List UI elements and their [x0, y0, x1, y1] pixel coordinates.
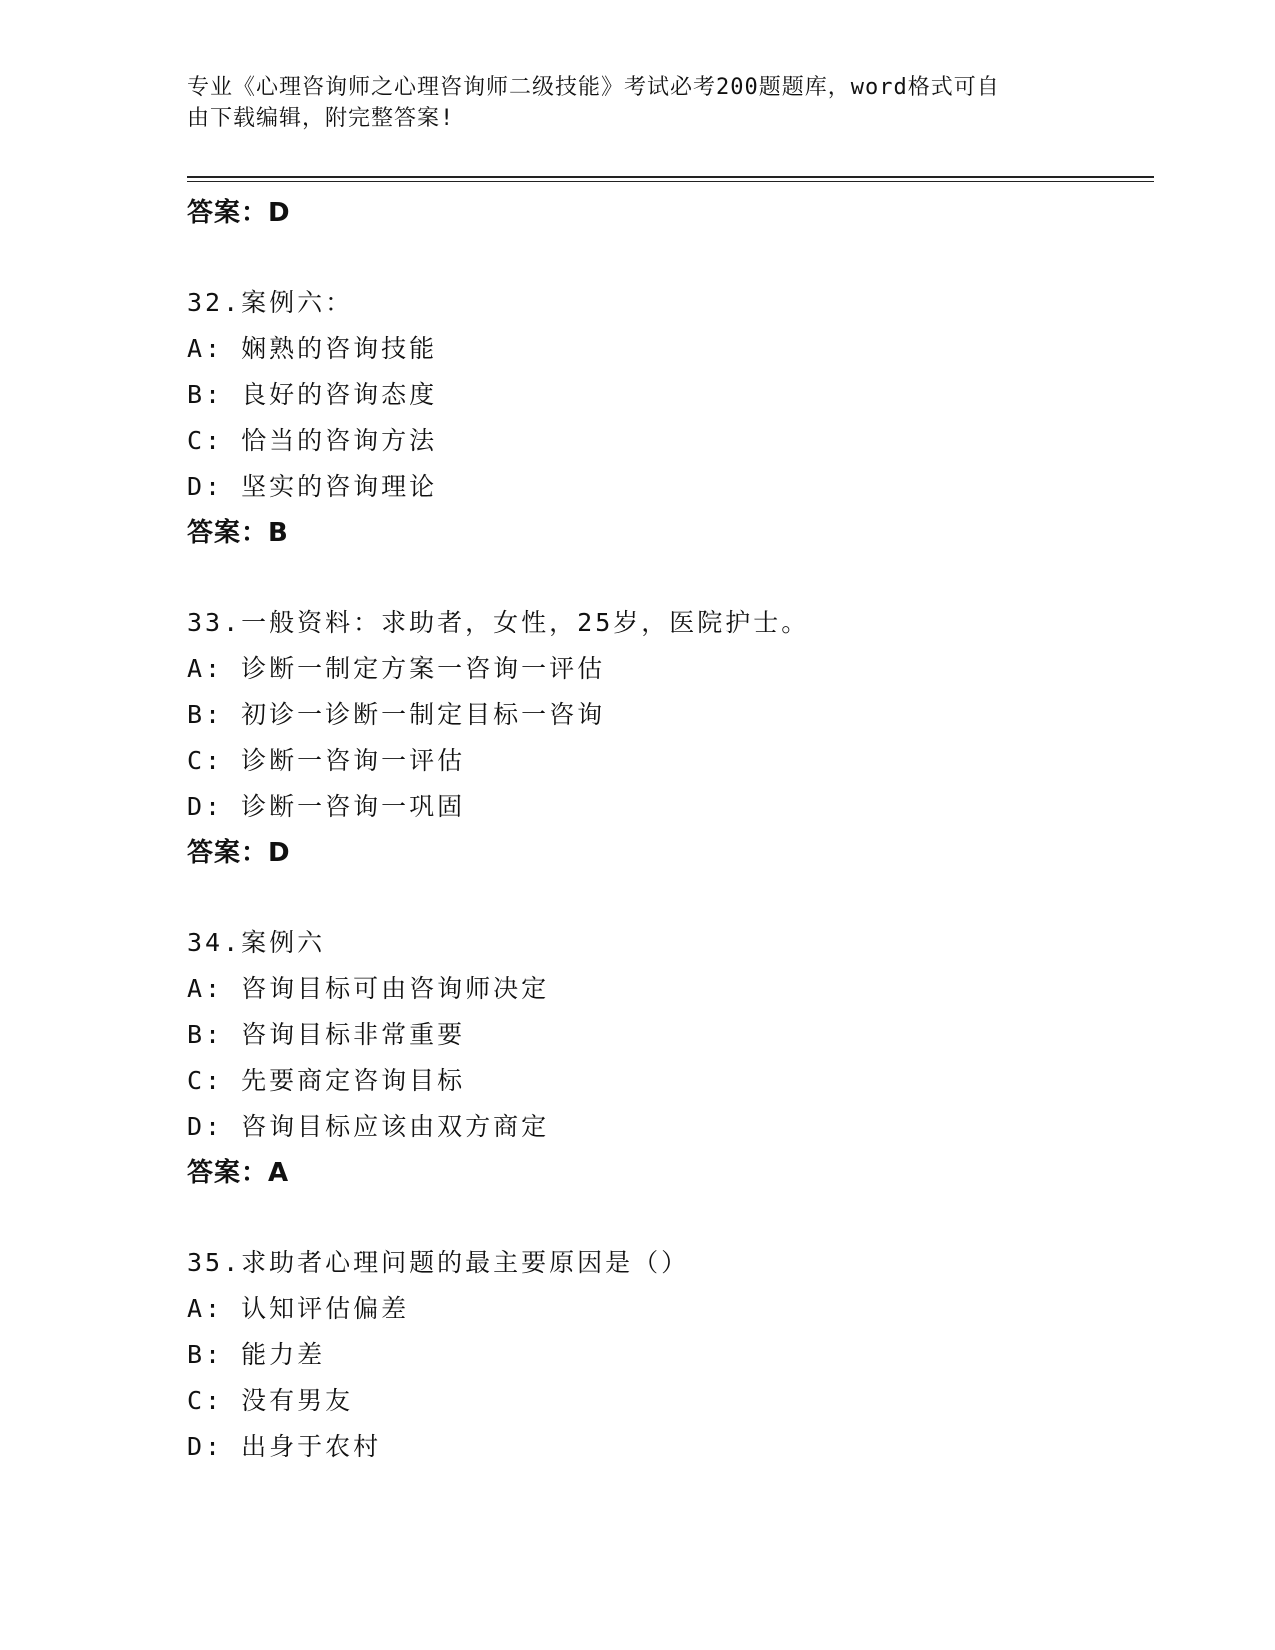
answer-line: 答案：D — [187, 838, 291, 868]
option-c: C: 先要商定咨询目标 — [187, 1066, 466, 1095]
header-divider-thin — [187, 181, 1154, 182]
option-b: B: 初诊一诊断一制定目标一咨询 — [187, 700, 606, 729]
answer-line: 答案：A — [187, 1158, 290, 1188]
question-stem: 33.一般资料：求助者，女性，25岁，医院护士。 — [187, 608, 810, 637]
option-a: A: 娴熟的咨询技能 — [187, 334, 438, 363]
answer-line: 答案：D — [187, 198, 291, 228]
option-a: A: 诊断一制定方案一咨询一评估 — [187, 654, 606, 683]
option-a: A: 认知评估偏差 — [187, 1294, 410, 1323]
option-a: A: 咨询目标可由咨询师决定 — [187, 974, 550, 1003]
question-list — [187, 190, 1147, 1470]
option-c: C: 恰当的咨询方法 — [187, 426, 438, 455]
option-d: D: 出身于农村 — [187, 1432, 382, 1461]
option-c: C: 没有男友 — [187, 1386, 354, 1415]
option-d: D: 咨询目标应该由双方商定 — [187, 1112, 550, 1141]
header-divider — [187, 176, 1154, 178]
answer-line: 答案：B — [187, 518, 289, 548]
option-b: B: 良好的咨询态度 — [187, 380, 438, 409]
question-stem: 34.案例六 — [187, 928, 326, 957]
option-d: D: 诊断一咨询一巩固 — [187, 792, 466, 821]
option-c: C: 诊断一咨询一评估 — [187, 746, 466, 775]
question-stem: 32.案例六： — [187, 288, 354, 317]
question-stem: 35.求助者心理问题的最主要原因是（） — [187, 1248, 690, 1277]
option-b: B: 能力差 — [187, 1340, 326, 1369]
header-line-2: 由下载编辑，附完整答案! — [187, 106, 455, 131]
option-d: D: 坚实的咨询理论 — [187, 472, 438, 501]
header-line-1: 专业《心理咨询师之心理咨询师二级技能》考试必考200题题库，word格式可自 — [187, 75, 1000, 100]
option-b: B: 咨询目标非常重要 — [187, 1020, 466, 1049]
document-header — [187, 72, 1067, 134]
